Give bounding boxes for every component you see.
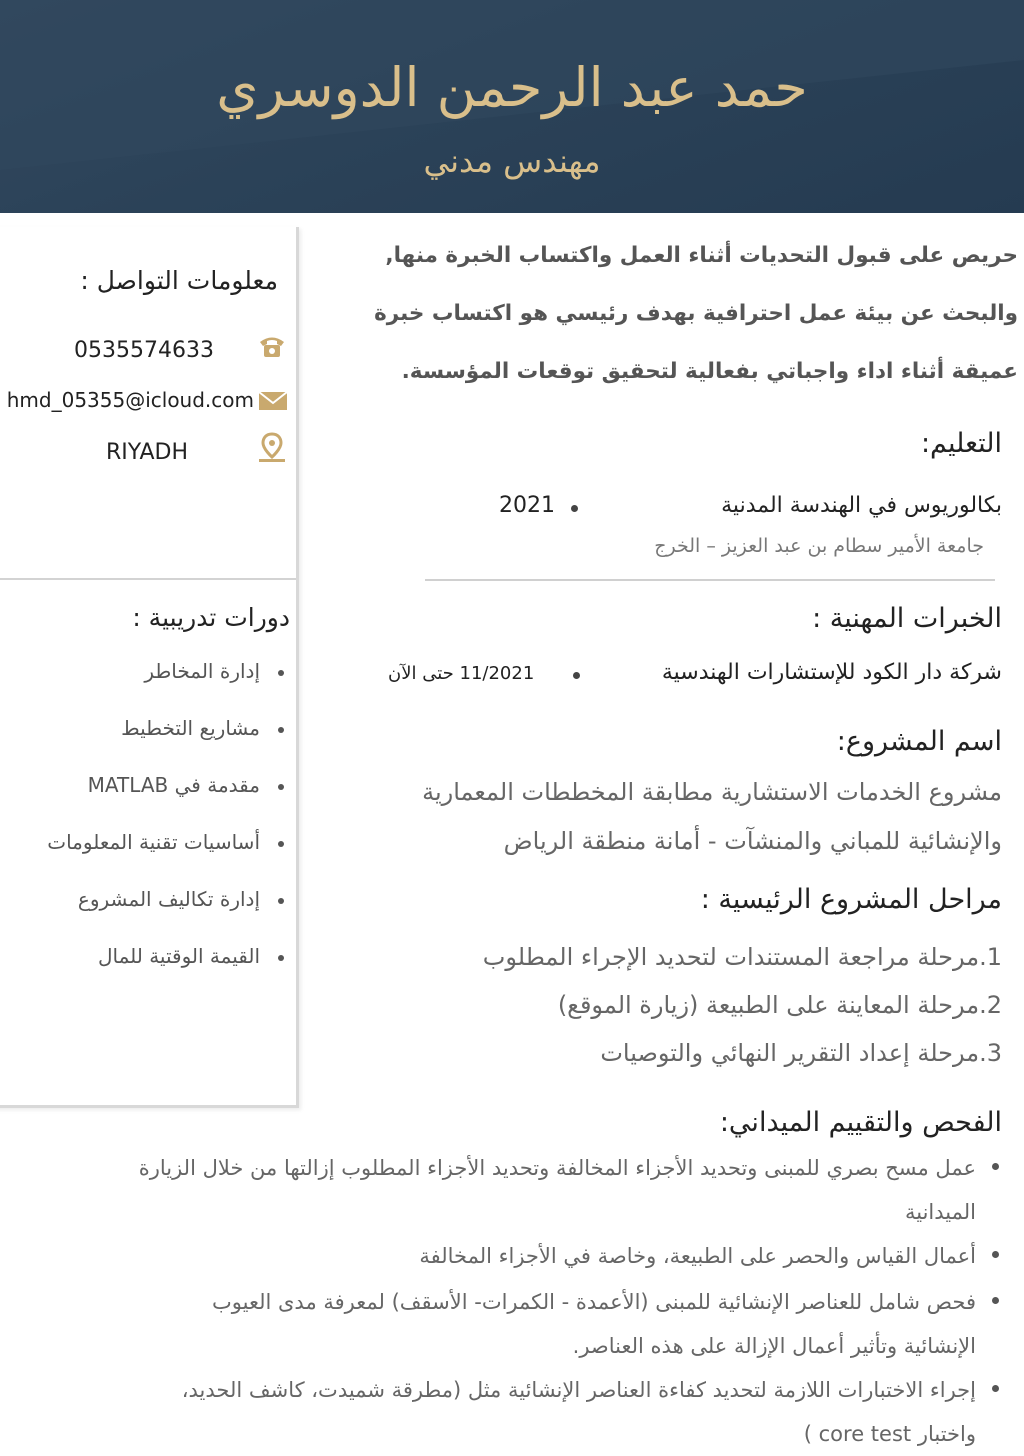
inspection-item: عمل مسح بصري للمبنى وتحديد الأجزاء المخالفة وتحديد الأجزاء المطلوب إزالتها من خلال الزيارة الميدانية — [138, 1156, 976, 1224]
bullet-dot — [992, 1297, 999, 1304]
degree-title: بكالوريوس في الهندسة المدنية — [721, 493, 1002, 518]
summary-line: والبحث عن بيئة عمل احترافية بهدف رئيسي هو اكتساب خبرة — [374, 301, 1018, 326]
bullet-dot — [571, 505, 578, 512]
company-name: شركة دار الكود للإستشارات الهندسية — [661, 660, 1002, 685]
course-item: أساسيات تقنية المعلومات — [47, 830, 284, 854]
project-line: والإنشائية للمباني والمنشآت - أمانة منطقة الرياض — [503, 827, 1002, 855]
inspection-item: أعمال القياس والحصر على الطبيعة، وخاصة في الأجزاء المخالفة — [419, 1244, 976, 1268]
summary-paragraph — [338, 227, 1018, 401]
inspection-heading: الفحص والتقييم الميداني: — [719, 1107, 1002, 1138]
summary-line: عميقة أثناء اداء واجباتي بفعالية لتحقيق توقعات المؤسسة. — [401, 359, 1018, 384]
phase-item: 2.مرحلة المعاينة على الطبيعة (زيارة الموقع) — [557, 991, 1002, 1019]
project-line: مشروع الخدمات الاستشارية مطابقة المخططات المعمارية — [422, 778, 1002, 806]
education-heading: التعليم: — [920, 428, 1002, 459]
bullet-dot — [278, 955, 284, 961]
phases-heading: مراحل المشروع الرئيسية : — [700, 884, 1002, 915]
inspection-item: فحص شامل للعناصر الإنشائية للمبنى (الأعمدة - الكمرات- الأسقف) لمعرفة مدى العيوب الإنشائية وتأثير أعمال الإزالة على هذه العناصر. — [212, 1290, 976, 1358]
phone-number[interactable]: 0535574633 — [74, 338, 214, 363]
course-item: القيمة الوقتية للمال — [98, 944, 284, 968]
sidebar-divider — [0, 578, 296, 580]
employment-period: 11/2021 حتى الآن — [388, 663, 535, 684]
inspection-item: إجراء الاختبارات اللازمة لتحديد كفاءة العناصر الإنشائية مثل (مطرقة شميدت، كاشف الحديد، واختبار core test ) — [181, 1378, 976, 1446]
phone-icon — [257, 331, 287, 361]
course-item: مقدمة في MATLAB — [88, 773, 284, 797]
bullet-dot — [278, 898, 284, 904]
graduation-year: 2021 — [499, 493, 555, 518]
person-name: حمد عبد الرحمن الدوسري — [216, 56, 808, 119]
course-item: إدارة تكاليف المشروع — [78, 887, 284, 911]
experience-heading: الخبرات المهنية : — [812, 603, 1002, 634]
location-text: RIYADH — [105, 440, 188, 465]
summary-line: حريص على قبول التحديات أثناء العمل واكتساب الخبرة منها, — [385, 243, 1018, 268]
bullet-dot — [992, 1251, 999, 1258]
phase-item: 3.مرحلة إعداد التقرير النهائي والتوصيات — [600, 1039, 1002, 1067]
email-address[interactable]: hmd_05355@icloud.com — [6, 388, 254, 412]
job-title: مهندس مدني — [423, 142, 601, 180]
bullet-dot — [278, 670, 284, 676]
university-name: جامعة الأمير سطام بن عبد العزيز – الخرج — [654, 535, 984, 557]
bullet-dot — [992, 1163, 999, 1170]
course-item: مشاريع التخطيط — [121, 716, 284, 740]
bullet-dot — [278, 784, 284, 790]
bullet-dot — [573, 672, 580, 679]
phase-item: 1.مرحلة مراجعة المستندات لتحديد الإجراء المطلوب — [482, 943, 1002, 971]
contact-heading: معلومات التواصل : — [80, 266, 278, 295]
bullet-dot — [278, 727, 284, 733]
project-heading: اسم المشروع: — [836, 726, 1002, 757]
location-pin-icon — [257, 432, 287, 464]
course-item: إدارة المخاطر — [144, 659, 284, 683]
bullet-dot — [992, 1385, 999, 1392]
header-banner — [0, 0, 1024, 213]
mail-icon — [258, 388, 288, 414]
section-divider — [425, 579, 995, 581]
courses-heading: دورات تدريبية : — [132, 603, 290, 632]
bullet-dot — [278, 841, 284, 847]
